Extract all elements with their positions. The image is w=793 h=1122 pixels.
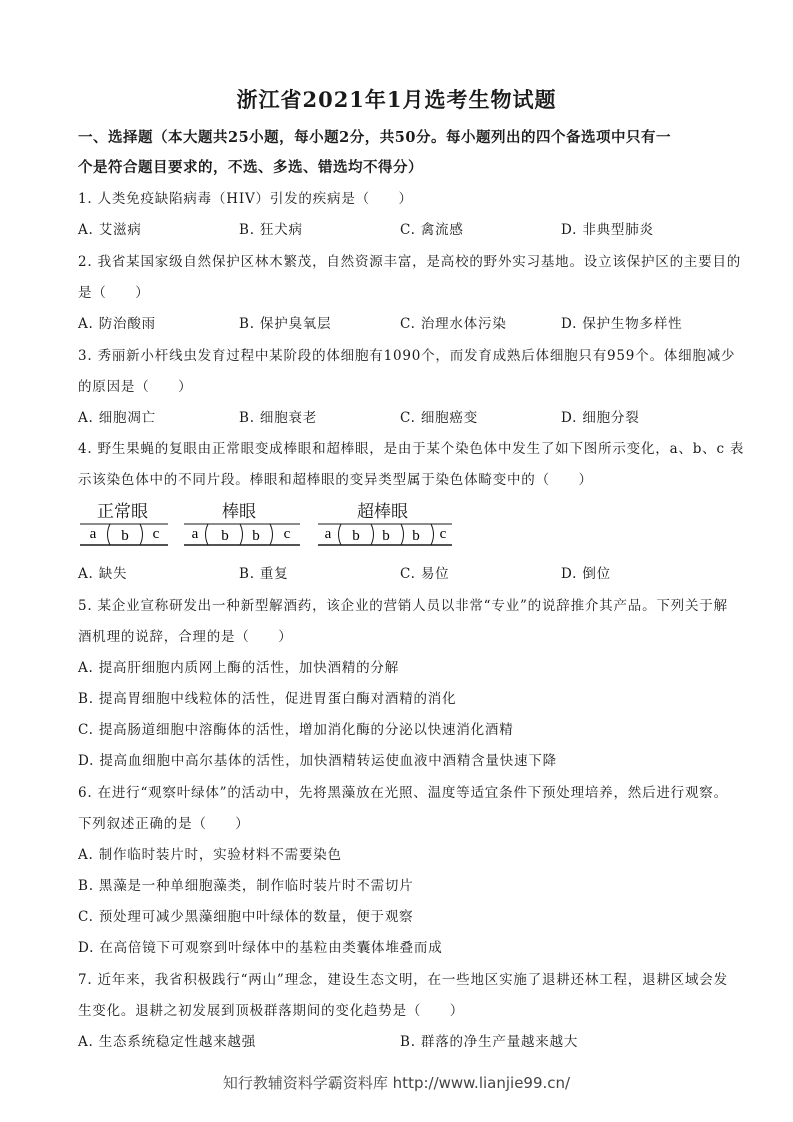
question-6-option-c: C. 预处理可减少黑藻细胞中叶绿体的数量，便于观察 [78, 909, 414, 925]
question-7-option-b: B. 群落的净生产量越来越大 [400, 1034, 579, 1050]
segment-b: b [382, 528, 390, 544]
question-3-option-b: B. 细胞衰老 [239, 410, 318, 426]
question-3-option-c: C. 细胞癌变 [400, 410, 479, 426]
figure-label-normal-eye: 正常眼 [97, 502, 148, 522]
question-7-option-a: A. 生态系统稳定性越来越强 [78, 1034, 257, 1050]
question-3-option-a: A. 细胞凋亡 [78, 410, 156, 426]
segment-divider [339, 524, 342, 545]
question-5-option-d: D. 提高血细胞中高尔基体的活性，加快酒精转运使血液中酒精含量快速下降 [78, 753, 557, 769]
figure-label-ultra-bar-eye: 超棒眼 [357, 502, 408, 522]
segment-b: b [412, 528, 420, 544]
segment-b: b [252, 528, 260, 544]
section-heading-line-1: 一、选择题（本大题共25小题，每小题2分，共50分。每小题列出的四个备选项中只有一 [78, 129, 671, 146]
question-2-option-c: C. 治理水体污染 [400, 316, 507, 332]
question-6-option-d: D. 在高倍镜下可观察到叶绿体中的基粒由类囊体堆叠而成 [78, 940, 443, 956]
question-3-stem-line-1: 3. 秀丽新小杆线虫发育过程中某阶段的体细胞有1090个，而发育成熟后体细胞只有959个。体细胞减少 [78, 348, 736, 364]
question-5-option-a: A. 提高肝细胞内质网上酶的活性，加快酒精的分解 [78, 660, 400, 676]
question-6-option-b: B. 黑藻是一种单细胞藻类，制作临时装片时不需切片 [78, 878, 414, 894]
segment-a: a [324, 526, 332, 542]
question-1-option-b: B. 狂犬病 [239, 222, 303, 238]
question-1-stem: 1. 人类免疫缺陷病毒（HIV）引发的疾病是（ ） [78, 191, 413, 207]
chromosome-ultra-bar-eye [318, 524, 452, 545]
figure-label-bar-eye: 棒眼 [222, 502, 256, 522]
question-3-option-d: D. 细胞分裂 [561, 410, 640, 426]
segment-divider [108, 524, 111, 545]
chromosome-normal-eye [80, 524, 168, 545]
segment-divider [206, 524, 209, 545]
question-2-stem-line-1: 2. 我省某国家级自然保护区林木繁茂，自然资源丰富，是高校的野外实习基地。设立该保护区的主要目的 [78, 254, 742, 270]
page-title: 浙江省2021年1月选考生物试题 [236, 87, 557, 112]
question-4-option-c: C. 易位 [400, 566, 450, 582]
segment-a: a [89, 526, 97, 542]
question-7-stem-line-1: 7. 近年来，我省积极践行“两山”理念，建设生态文明，在一些地区实施了退耕还林工程，退耕区域会发 [78, 972, 728, 988]
segment-divider [140, 524, 143, 545]
question-5-stem-line-2: 酒机理的说辞，合理的是（ ） [78, 629, 293, 645]
question-6-option-a: A. 制作临时装片时，实验材料不需要染色 [78, 847, 342, 863]
question-2-stem-line-2: 是（ ） [78, 285, 150, 301]
footer-watermark: 知行教辅资料学霸资料库 http://www.lianjie99.cn/ [222, 1074, 571, 1092]
question-4-stem-line-1: 4. 野生果蝇的复眼由正常眼变成棒眼和超棒眼，是由于某个染色体中发生了如下图所示变化，a、b、c 表 [78, 441, 745, 457]
segment-c: c [439, 526, 447, 542]
question-2-option-d: D. 保护生物多样性 [561, 316, 683, 332]
question-5-option-c: C. 提高肠道细胞中溶酶体的活性，增加消化酶的分泌以快速消化酒精 [78, 722, 514, 738]
question-4-option-a: A. 缺失 [78, 566, 128, 582]
question-6-stem-line-2: 下列叙述正确的是（ ） [78, 816, 250, 832]
question-4-stem-line-2: 示该染色体中的不同片段。棒眼和超棒眼的变异类型属于染色体畸变中的（ ） [78, 472, 593, 488]
segment-divider [431, 524, 434, 545]
section-heading-line-2: 个是符合题目要求的，不选、多选、错选均不得分） [78, 159, 423, 176]
question-7-stem-line-2: 生变化。退耕之初发展到顶极群落期间的变化趋势是（ ） [78, 1003, 465, 1019]
question-1-option-c: C. 禽流感 [400, 222, 464, 238]
question-6-stem-line-1: 6. 在进行“观察叶绿体”的活动中，先将黑藻放在光照、温度等适宜条件下预处理培养，然后进行观察。 [78, 785, 728, 801]
question-4-option-d: D. 倒位 [561, 566, 611, 582]
question-2-option-a: A. 防治酸雨 [78, 316, 156, 332]
question-3-stem-line-2: 的原因是（ ） [78, 379, 193, 395]
segment-b: b [221, 528, 229, 544]
segment-divider [270, 524, 273, 545]
question-2-option-b: B. 保护臭氧层 [239, 316, 332, 332]
segment-c: c [283, 526, 291, 542]
question-1-option-a: A. 艾滋病 [78, 222, 142, 238]
segment-a: a [191, 526, 199, 542]
chromosome-bar-eye [184, 524, 300, 545]
segment-c: c [152, 526, 160, 542]
question-5-option-b: B. 提高胃细胞中线粒体的活性，促进胃蛋白酶对酒精的消化 [78, 691, 457, 707]
question-4-option-b: B. 重复 [239, 566, 289, 582]
segment-divider [371, 524, 374, 545]
question-5-stem-line-1: 5. 某企业宣称研发出一种新型解酒药，该企业的营销人员以非常“专业”的说辞推介其产品。下列关于解 [78, 598, 728, 614]
segment-divider [401, 524, 404, 545]
segment-b: b [352, 528, 360, 544]
question-1-option-d: D. 非典型肺炎 [561, 222, 654, 238]
segment-b: b [121, 528, 129, 544]
segment-divider [240, 524, 243, 545]
